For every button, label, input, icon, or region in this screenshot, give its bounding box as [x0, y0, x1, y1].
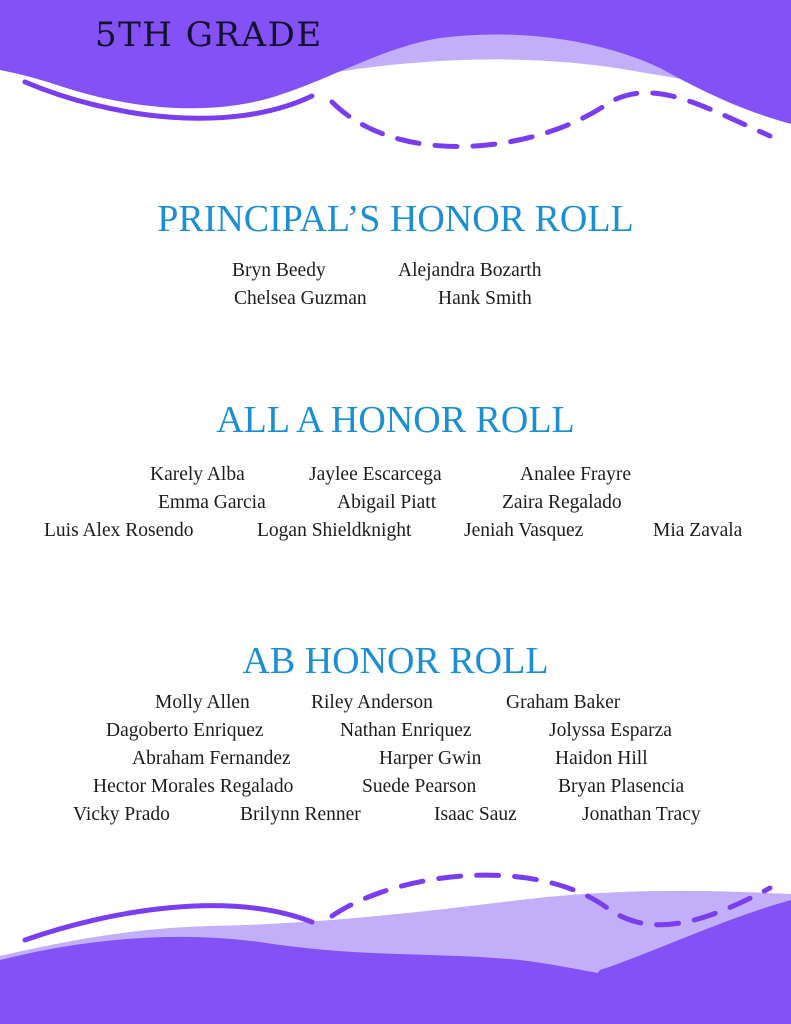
- section-heading-all-a: ALL A HONOR ROLL: [216, 399, 575, 441]
- honor-roll-name: Isaac Sauz: [434, 804, 517, 825]
- honor-roll-name: Vicky Prado: [73, 804, 170, 825]
- section-heading-ab: AB HONOR ROLL: [242, 640, 549, 682]
- honor-roll-name: Emma Garcia: [158, 492, 266, 513]
- page-title: 5TH GRADE: [95, 15, 323, 55]
- honor-roll-name: Suede Pearson: [362, 776, 477, 797]
- honor-roll-name: Analee Frayre: [520, 464, 631, 485]
- honor-roll-name: Jolyssa Esparza: [549, 720, 672, 741]
- honor-roll-name: Logan Shieldknight: [257, 520, 412, 541]
- honor-roll-name: Bryn Beedy: [232, 260, 326, 281]
- honor-roll-name: Abigail Piatt: [337, 492, 437, 513]
- section-heading-principals: PRINCIPAL’S HONOR ROLL: [157, 198, 634, 240]
- honor-roll-name: Hector Morales Regalado: [93, 776, 294, 797]
- honor-roll-name: Hank Smith: [438, 288, 532, 309]
- honor-roll-name: Riley Anderson: [311, 692, 433, 713]
- honor-roll-name: Jeniah Vasquez: [464, 520, 584, 541]
- honor-roll-name: Nathan Enriquez: [340, 720, 472, 741]
- honor-roll-name: Graham Baker: [506, 692, 621, 713]
- honor-roll-name: Brilynn Renner: [240, 804, 361, 825]
- honor-roll-name: Bryan Plasencia: [558, 776, 685, 797]
- honor-roll-name: Molly Allen: [155, 692, 250, 713]
- honor-roll-name: Jonathan Tracy: [582, 804, 701, 825]
- honor-roll-name: Jaylee Escarcega: [309, 464, 442, 485]
- bottom-wave-decoration: [0, 860, 791, 1024]
- honor-roll-name: Karely Alba: [150, 464, 245, 485]
- honor-roll-name: Luis Alex Rosendo: [44, 520, 194, 541]
- honor-roll-name: Abraham Fernandez: [132, 748, 291, 769]
- honor-roll-name: Zaira Regalado: [502, 492, 622, 513]
- honor-roll-name: Mia Zavala: [653, 520, 743, 541]
- honor-roll-name: Haidon Hill: [555, 748, 648, 769]
- top-dashed-line: [332, 93, 770, 147]
- honor-roll-name: Dagoberto Enriquez: [106, 720, 264, 741]
- honor-roll-name: Harper Gwin: [379, 748, 482, 769]
- honor-roll-name: Chelsea Guzman: [234, 288, 367, 309]
- honor-roll-name: Alejandra Bozarth: [398, 260, 542, 281]
